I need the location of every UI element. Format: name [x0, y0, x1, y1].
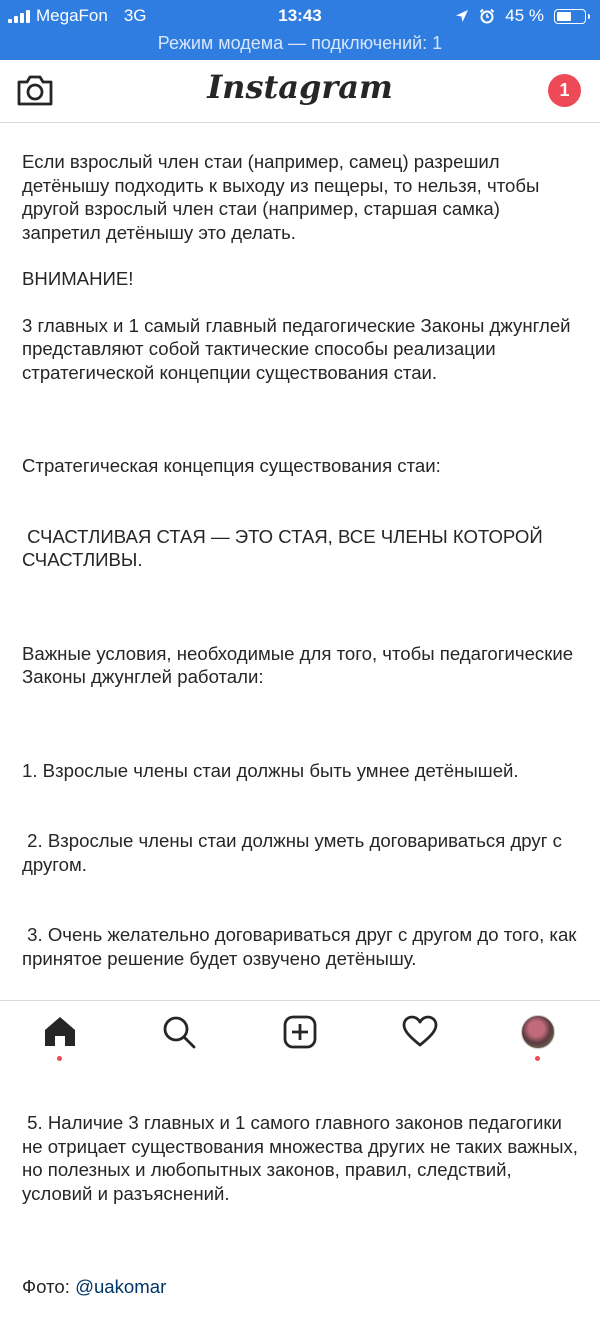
- concept-title: Стратегическая концепция существования стаи:: [22, 455, 441, 476]
- notification-badge[interactable]: 1: [548, 74, 581, 107]
- location-icon: [455, 9, 469, 23]
- post-caption: [22, 150, 582, 1322]
- app-header: [0, 60, 600, 123]
- carrier-name: MegaFon: [36, 6, 108, 25]
- conditions-list: [22, 712, 582, 1253]
- home-activity-dot: [57, 1056, 62, 1061]
- caption-paragraph: Если взрослый член стаи (например, самец) разрешил детёнышу подходить к выходу из пещеры, то нельзя, чтобы другой взрослый член стаи (например, старшая самка) запретил детёнышу это делать.: [22, 151, 545, 243]
- concept-statement: СЧАСТЛИВАЯ СТАЯ — ЭТО СТАЯ, ВСЕ ЧЛЕНЫ КОТОРОЙ СЧАСТЛИВЫ.: [22, 525, 548, 570]
- home-icon: [43, 1015, 77, 1047]
- list-item: 5. Наличие 3 главных и 1 самого главного законов педагогики не отрицает существования множества других не таких важных, но полезных и любопытных законов, правил, следствий, условий и разъяснений.: [22, 1112, 584, 1204]
- caption-concept: [22, 407, 582, 619]
- hotspot-banner[interactable]: Режим модема — подключений: 1: [157, 33, 443, 53]
- battery-percent: 45 %: [505, 6, 544, 25]
- tab-new-post[interactable]: [280, 1015, 320, 1055]
- bottom-tab-bar: [0, 1000, 600, 1067]
- alarm-icon: [479, 8, 495, 24]
- photo-label: Фото:: [22, 1276, 70, 1297]
- battery-icon: [554, 9, 586, 24]
- instagram-logo: Instagram: [207, 68, 393, 106]
- photo-author-link[interactable]: @uakomar: [75, 1276, 167, 1297]
- tab-profile[interactable]: [518, 1015, 558, 1055]
- tab-home[interactable]: [40, 1015, 80, 1055]
- caption-paragraph: Важные условия, необходимые для того, чтобы педагогические Законы джунглей работали:: [22, 642, 579, 687]
- profile-avatar: [521, 1015, 555, 1049]
- list-item: 3. Очень желательно договариваться друг с другом до того, как принятое решение будет озвучено детёнышу.: [22, 924, 582, 969]
- profile-activity-dot: [535, 1056, 540, 1061]
- photo-credit: [22, 1275, 582, 1299]
- list-item: 1. Взрослые члены стаи должны быть умнее детёнышей.: [22, 759, 519, 781]
- list-item: 2. Взрослые члены стаи должны уметь договариваться друг с другом.: [22, 830, 568, 875]
- new-post-icon: [283, 1015, 317, 1049]
- clock: 13:43: [278, 6, 322, 25]
- search-icon: [162, 1015, 196, 1049]
- activity-heart-icon: [402, 1015, 438, 1047]
- status-bar: [0, 0, 600, 60]
- tab-activity[interactable]: [400, 1015, 440, 1055]
- caption-warning: ВНИМАНИЕ!: [22, 268, 134, 289]
- caption-paragraph: 3 главных и 1 самый главный педагогические Законы джунглей представляют собой тактические способы реализации стратегической концепции существования стаи.: [22, 314, 576, 383]
- tab-search[interactable]: [159, 1015, 199, 1055]
- network-type: 3G: [123, 6, 147, 25]
